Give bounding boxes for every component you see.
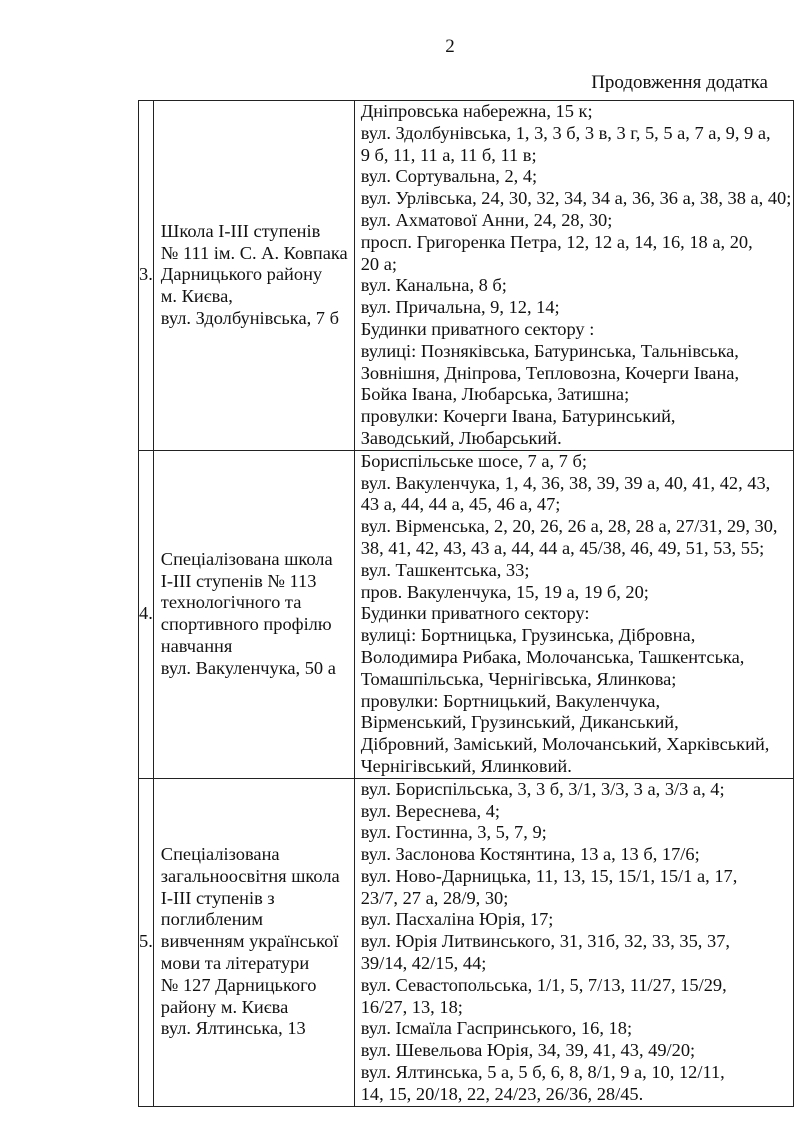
- school-name-line: Спеціалізована: [160, 844, 280, 865]
- street-line: вул. Ісмаїла Гаспринського, 16, 18;: [360, 1018, 633, 1039]
- street-line: Дібровний, Заміський, Молочанський, Харківський,: [360, 734, 770, 755]
- street-line: вул. Ново-Дарницька, 11, 13, 15, 15/1, 15/1 а, 17,: [360, 865, 738, 886]
- street-line: вул. Гостинна, 3, 5, 7, 9;: [360, 822, 547, 843]
- school-name-line: району м. Києва: [160, 996, 289, 1017]
- street-line: 14, 15, 20/18, 22, 24/23, 26/36, 28/45.: [360, 1083, 644, 1104]
- street-line: вул. Канальна, 8 б;: [360, 275, 507, 296]
- street-line: пров. Вакуленчука, 15, 19 а, 19 б, 20;: [360, 581, 649, 602]
- street-line: вул. Ахматової Анни, 24, 28, 30;: [360, 209, 613, 230]
- table-row: [139, 450, 794, 778]
- school-name-line: мови та літератури: [160, 953, 310, 974]
- row-number: 3.: [139, 101, 154, 451]
- street-line: вул. Шевельова Юрія, 34, 39, 41, 43, 49/20;: [360, 1040, 696, 1061]
- street-line: вул. Урлівська, 24, 30, 32, 34, 34 а, 36, 36 а, 38, 38 а, 40;: [360, 188, 792, 209]
- school-name-line: поглибленим: [160, 909, 264, 930]
- schools-table-body: [139, 101, 794, 1107]
- school-name-line: вул. Вакуленчука, 50 а: [160, 657, 336, 678]
- school-name-line: технологічного та: [160, 592, 302, 613]
- street-line: вулиці: Позняківська, Батуринська, Тальнівська,: [360, 340, 739, 361]
- school-name-line: Спеціалізована школа: [160, 548, 333, 569]
- street-line: вул. Бориспільська, 3, 3 б, 3/1, 3/3, 3 а, 3/3 а, 4;: [360, 778, 725, 799]
- street-line: Дніпровська набережна, 15 к;: [360, 101, 593, 121]
- school-name-line: вул. Ялтинська, 13: [160, 1018, 306, 1039]
- school-name-line: Школа І-ІІІ ступенів: [160, 220, 321, 241]
- school-name-line: загальноосвітня школа: [160, 865, 340, 886]
- streets-cell: [354, 778, 794, 1106]
- page-number: 2: [445, 36, 455, 57]
- street-line: вул. Сортувальна, 2, 4;: [360, 166, 538, 187]
- street-line: провулки: Бортницький, Вакуленчука,: [360, 690, 661, 711]
- street-line: Зовнішня, Дніпрова, Тепловозна, Кочерги Івана,: [360, 362, 740, 383]
- street-line: Будинки приватного сектору :: [360, 318, 595, 339]
- table-row: [139, 778, 794, 1106]
- schools-table: [138, 100, 794, 1107]
- school-name-line: Дарницького району: [160, 264, 323, 285]
- street-line: просп. Григоренка Петра, 12, 12 а, 14, 16, 18 а, 20,: [360, 231, 753, 252]
- school-name-line: вул. Здолбунівська, 7 б: [160, 308, 339, 329]
- streets-cell: [354, 101, 794, 451]
- street-line: Вірменський, Грузинський, Диканський,: [360, 712, 679, 733]
- table-row: [139, 101, 794, 451]
- school-name-cell: [153, 778, 354, 1106]
- street-line: вул. Севастопольська, 1/1, 5, 7/13, 11/27, 15/29,: [360, 974, 727, 995]
- street-line: вул. Вереснева, 4;: [360, 800, 501, 821]
- street-line: Томашпільська, Чернігівська, Ялинкова;: [360, 668, 677, 689]
- street-line: 20 а;: [360, 253, 397, 274]
- school-name-line: м. Києва,: [160, 286, 233, 307]
- school-name-line: І-ІІІ ступенів з: [160, 887, 275, 908]
- street-line: 16/27, 13, 18;: [360, 996, 463, 1017]
- street-line: вул. Вірменська, 2, 20, 26, 26 а, 28, 28 а, 27/31, 29, 30,: [360, 516, 778, 537]
- streets-cell: [354, 450, 794, 778]
- street-line: Чернігівський, Ялинковий.: [360, 755, 572, 776]
- street-line: вул. Ташкентська, 33;: [360, 559, 530, 580]
- street-line: 23/7, 27 а, 28/9, 30;: [360, 887, 509, 908]
- street-line: вул. Заслонова Костянтина, 13 а, 13 б, 17/6;: [360, 844, 700, 865]
- street-line: Бориспільське шосе, 7 а, 7 б;: [360, 450, 587, 471]
- street-line: 9 б, 11, 11 а, 11 б, 11 в;: [360, 144, 537, 165]
- row-number: 5.: [139, 778, 154, 1106]
- school-name-line: І-ІІІ ступенів № 113: [160, 570, 317, 591]
- school-name-line: навчання: [160, 636, 233, 657]
- street-line: 39/14, 42/15, 44;: [360, 953, 487, 974]
- street-line: вул. Вакуленчука, 1, 4, 36, 38, 39, 39 а, 40, 41, 42, 43,: [360, 472, 771, 493]
- street-line: 43 а, 44, 44 а, 45, 46 а, 47;: [360, 494, 561, 515]
- row-number: 4.: [139, 450, 154, 778]
- school-name-cell: [153, 101, 354, 451]
- street-line: 38, 41, 42, 43, 43 а, 44, 44 а, 45/38, 46, 49, 51, 53, 55;: [360, 537, 765, 558]
- continuation-label: Продовження додатка: [591, 72, 768, 93]
- street-line: вул. Причальна, 9, 12, 14;: [360, 297, 560, 318]
- school-name-line: вивченням української: [160, 931, 339, 952]
- street-line: Володимира Рибака, Молочанська, Ташкентська,: [360, 646, 745, 667]
- street-line: вул. Здолбунівська, 1, 3, 3 б, 3 в, 3 г, 5, 5 а, 7 а, 9, 9 а,: [360, 122, 771, 143]
- street-line: провулки: Кочерги Івана, Батуринський,: [360, 406, 676, 427]
- street-line: вул. Ялтинська, 5 а, 5 б, 6, 8, 8/1, 9 а, 10, 12/11,: [360, 1062, 725, 1083]
- street-line: Будинки приватного сектору:: [360, 603, 590, 624]
- street-line: вулиці: Бортницька, Грузинська, Дібровна,: [360, 625, 696, 646]
- school-name-line: № 127 Дарницького: [160, 974, 317, 995]
- street-line: Заводський, Любарський.: [360, 427, 562, 448]
- school-name-line: № 111 ім. С. А. Ковпака: [160, 242, 348, 263]
- school-name-cell: [153, 450, 354, 778]
- street-line: вул. Пасхаліна Юрія, 17;: [360, 909, 554, 930]
- school-name-line: спортивного профілю: [160, 614, 332, 635]
- street-line: Бойка Івана, Любарська, Затишна;: [360, 384, 630, 405]
- street-line: вул. Юрія Литвинського, 31, 31б, 32, 33, 35, 37,: [360, 931, 730, 952]
